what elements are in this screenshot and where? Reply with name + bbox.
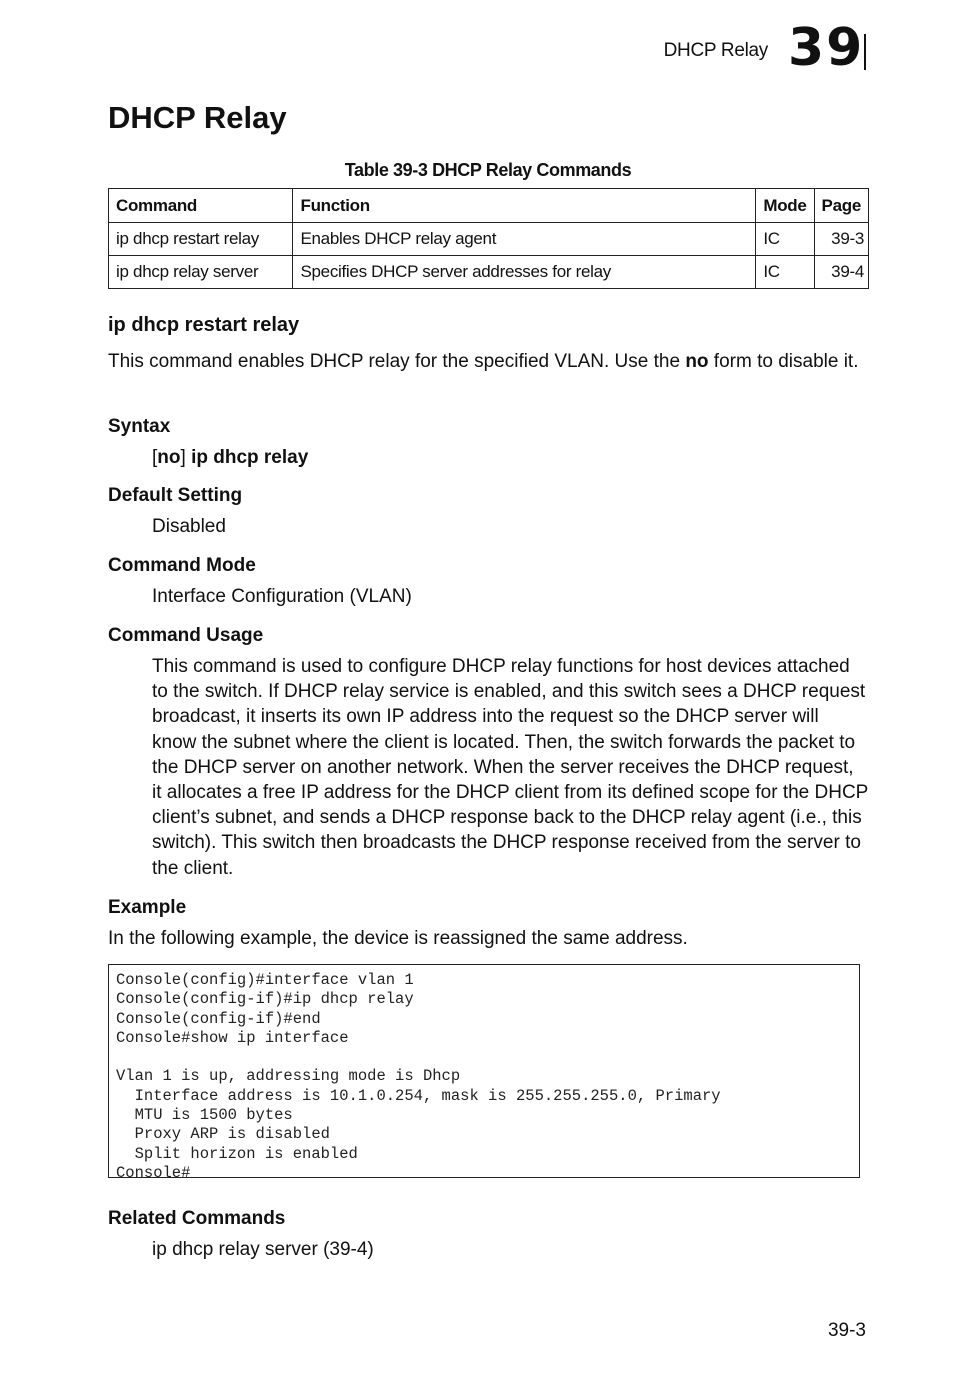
column-header: Command — [109, 189, 293, 223]
default-setting-value: Disabled — [152, 516, 226, 537]
command-mode-heading: Command Mode — [108, 555, 256, 576]
table-cell: 39-4 — [814, 256, 868, 289]
table-cell: IC — [756, 256, 814, 289]
chapter-number: 39 — [788, 18, 865, 78]
example-intro: In the following example, the device is reassigned the same address. — [108, 928, 688, 949]
table-cell: 39-3 — [814, 223, 868, 256]
description-keyword: no — [685, 351, 709, 372]
table-header-row — [109, 189, 869, 223]
syntax-command: ip dhcp relay — [191, 447, 309, 468]
table-row — [109, 256, 869, 289]
table-cell: Enables DHCP relay agent — [293, 223, 756, 256]
page-number: 39-3 — [827, 1320, 866, 1341]
related-commands-heading: Related Commands — [108, 1208, 286, 1229]
example-code-block: Console(config)#interface vlan 1 Console(config-if)#ip dhcp relay Console(config-if)#end Console#show ip interface Vlan 1 is up, addressing mode is Dhcp Interface address is 10.1.0.254, mask is 255.255.255.0, Primary MTU is 1500 bytes Proxy ARP is disabled Split horizon is enabled Console# — [108, 964, 860, 1178]
default-setting-heading: Default Setting — [108, 485, 243, 506]
table-cell: Specifies DHCP server addresses for relay — [293, 256, 756, 289]
table-cell: IC — [756, 223, 814, 256]
example-heading: Example — [108, 897, 187, 918]
syntax-keyword: no — [157, 447, 181, 468]
table-cell: ip dhcp restart relay — [109, 223, 293, 256]
chapter-divider — [864, 34, 866, 70]
description-text: This command enables DHCP relay for the specified VLAN. Use the — [108, 351, 686, 372]
column-header: Mode — [756, 189, 814, 223]
column-header: Page — [814, 189, 868, 223]
running-header-title: DHCP Relay — [663, 40, 768, 61]
command-heading: ip dhcp restart relay — [108, 314, 300, 336]
column-header: Function — [293, 189, 756, 223]
table-caption: Table 39-3 DHCP Relay Commands — [344, 160, 632, 180]
description-text: form to disable it. — [708, 351, 859, 372]
table-cell: ip dhcp relay server — [109, 256, 293, 289]
command-description — [108, 349, 868, 374]
related-command-link: ip dhcp relay server (39-4) — [152, 1239, 374, 1260]
command-usage-heading: Command Usage — [108, 625, 264, 646]
commands-table — [108, 188, 869, 289]
syntax-bracket: [ — [152, 447, 158, 468]
table-row — [109, 223, 869, 256]
command-mode-value: Interface Configuration (VLAN) — [152, 586, 412, 607]
page-title: DHCP Relay — [108, 100, 287, 135]
syntax-bracket: ] — [180, 447, 192, 468]
syntax-line — [152, 445, 868, 470]
command-usage-text: This command is used to configure DHCP relay functions for host devices attached to the switch. If DHCP relay service is enabled, and this switch sees a DHCP request broadcast, it inserts its own IP address into the request so the DHCP server will know the subnet where the client is located. Then, the switch forwards the packet to the DHCP server on another network. When the server receives the DHCP request, it allocates a free IP address for the DHCP client from its defined scope for the DHCP client’s subnet, and sends a DHCP response back to the DHCP relay agent (i.e., this switch). This switch then broadcasts the DHCP response received from the server to the client. — [152, 656, 869, 879]
syntax-heading: Syntax — [108, 416, 171, 437]
